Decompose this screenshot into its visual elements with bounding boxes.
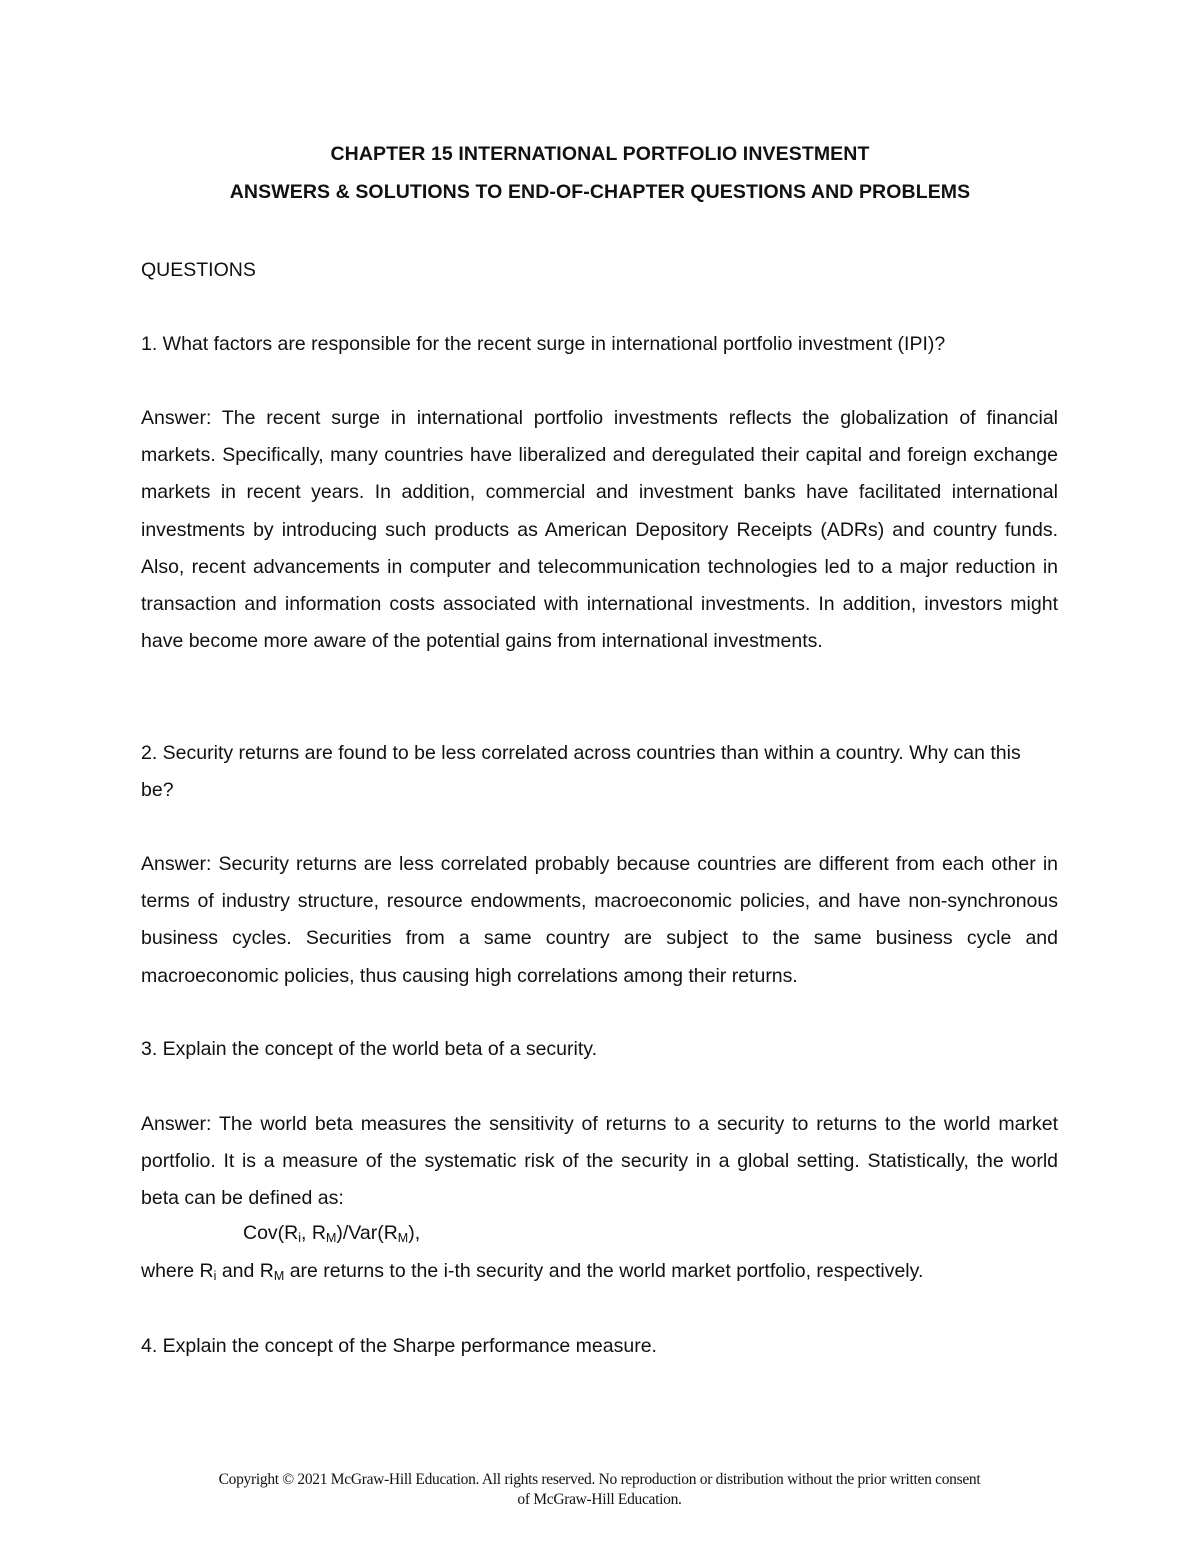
- formula-cov-open: Cov(R: [243, 1222, 299, 1244]
- chapter-title: CHAPTER 15 INTERNATIONAL PORTFOLIO INVESTMENT: [330, 143, 870, 165]
- where-part-2: and R: [216, 1260, 274, 1282]
- footer-line-1: Copyright © 2021 McGraw-Hill Education. All rights reserved. No reproduction or distribution without the prior written consent: [218, 1471, 981, 1488]
- where-part-1: where R: [141, 1260, 214, 1282]
- where-subscript-m: M: [273, 1269, 285, 1283]
- question-4: 4. Explain the concept of the Sharpe performance measure.: [141, 1335, 657, 1357]
- copyright-footer: [141, 1470, 1058, 1510]
- where-subscript-i: i: [213, 1269, 217, 1283]
- where-part-3: are returns to the i-th security and the world market portfolio, respectively.: [284, 1260, 924, 1282]
- answer-2: Answer: Security returns are less correlated probably because countries are different from each other in terms of industry structure, resource endowments, macroeconomic policies, and have non-synchronous business cycles. Securities from a same country are subject to the same business cycle and macroeconomic policies, thus causing high correlations among their returns.: [141, 853, 1058, 987]
- question-3: 3. Explain the concept of the world beta of a security.: [141, 1038, 597, 1060]
- formula-subscript-m: M: [325, 1231, 337, 1245]
- question-1: 1. What factors are responsible for the recent surge in international portfolio investment (IPI)?: [141, 333, 946, 355]
- chapter-subtitle: ANSWERS & SOLUTIONS TO END-OF-CHAPTER QUESTIONS AND PROBLEMS: [229, 181, 971, 203]
- formula-subscript-m2: M: [397, 1231, 409, 1245]
- question-2: 2. Security returns are found to be less correlated across countries than within a country. Why can this be?: [141, 742, 1021, 802]
- formula-subscript-i: i: [298, 1231, 302, 1245]
- section-label: QUESTIONS: [141, 259, 256, 281]
- formula-var-open: )/Var(R: [336, 1222, 398, 1244]
- footer-line-2: of McGraw-Hill Education.: [517, 1491, 682, 1508]
- answer-1: Answer: The recent surge in international portfolio investments reflects the globalization of financial markets. Specifically, many countries have liberalized and deregulated their capital and foreign exchange markets in recent years. In addition, commercial and investment banks have facilitated international investments by introducing such products as American Depository Receipts (ADRs) and country funds. Also, recent advancements in computer and telecommunication technologies led to a major reduction in transaction and information costs associated with international investments. In addition, investors might have become more aware of the potential gains from international investments.: [141, 407, 1058, 653]
- formula-close: ),: [408, 1222, 421, 1244]
- formula-separator: , R: [301, 1222, 326, 1244]
- formula-definition: [141, 1253, 923, 1295]
- world-beta-formula: [243, 1215, 420, 1257]
- answer-3: Answer: The world beta measures the sensitivity of returns to a security to returns to the world market portfolio. It is a measure of the systematic risk of the security in a global setting. Statistically, the world beta can be defined as:: [141, 1113, 1058, 1210]
